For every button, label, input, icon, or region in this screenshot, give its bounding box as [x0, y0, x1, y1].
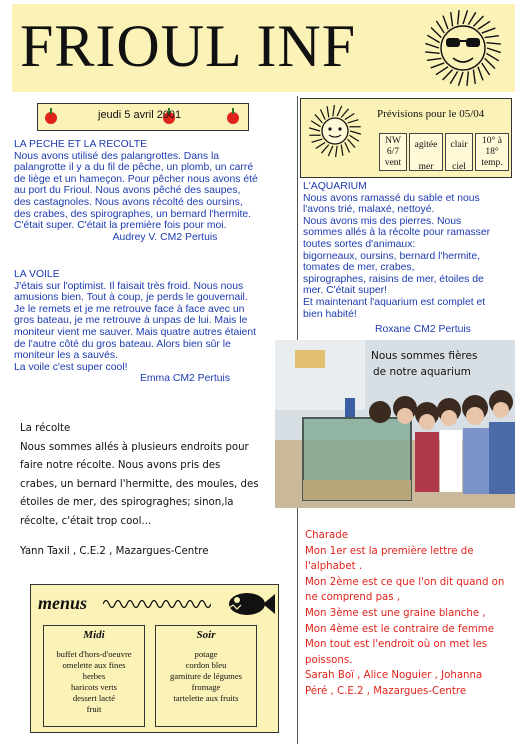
- charade-line: Mon tout est l'endroit où on met les: [305, 639, 488, 651]
- sun-ray: [431, 63, 445, 68]
- sun-ray: [458, 10, 459, 24]
- sun-ray: [345, 114, 354, 120]
- article-line: Nous avons ramassé du sable et nous: [303, 192, 480, 204]
- article-signature: Audrey V. CM2 Pertuis: [112, 231, 218, 243]
- sun-ray: [458, 72, 463, 86]
- charade-line: l'alphabet .: [305, 561, 363, 573]
- sun-ray: [315, 114, 322, 122]
- forecast-label: ciel: [452, 162, 466, 172]
- sun-ray: [316, 142, 325, 148]
- forecast-value: clair: [450, 140, 468, 150]
- sun-ray: [463, 10, 468, 24]
- article-line: gros bateau, je me retrouve à unpas de lui. Mais le: [14, 315, 248, 327]
- menu-item: herbes: [82, 671, 106, 681]
- sun-ray: [425, 52, 439, 53]
- forecast-wind: [379, 133, 407, 171]
- menu-item: potage: [194, 649, 218, 659]
- article-title: L'AQUARIUM: [303, 181, 367, 192]
- article-line: sommes allés à la récolte pour ramasser: [303, 227, 491, 239]
- menu-item: omelette aux fines: [62, 660, 126, 670]
- forecast-value: 6/7: [386, 147, 400, 157]
- sun-ray: [333, 105, 335, 116]
- sun-ray: [336, 146, 338, 157]
- sun-ray: [348, 120, 359, 123]
- masthead: [12, 4, 515, 92]
- article-line: spirographes, raisins de mer, étoiles de: [303, 273, 484, 285]
- charade-line: Mon 4ème est le contraire de femme: [305, 623, 495, 635]
- charade-signature: Péré , C.E.2 , Mazargues-Centre: [305, 685, 467, 697]
- forecast-title: Prévisions pour le 05/04: [377, 108, 485, 120]
- menu-heading: Midi: [83, 629, 105, 641]
- menu-item: garniture de légumes: [169, 671, 243, 681]
- sun-icon: [304, 103, 366, 159]
- article-line: l'avons trié, malaxé, nettoyé.: [303, 204, 435, 216]
- caption-line: Nous sommes fières: [371, 350, 478, 362]
- sun-ray: [341, 145, 343, 156]
- sun-ray: [436, 67, 448, 75]
- charade-signature: Sarah Boï , Alice Noguier , Johanna: [305, 670, 483, 682]
- menu-soir: [155, 625, 257, 727]
- forecast-value: NW: [385, 136, 401, 146]
- article-line: tomates de mer, crabes,: [303, 262, 415, 274]
- sun-ray: [473, 16, 483, 26]
- sun-ray: [345, 142, 350, 152]
- date-banner: [37, 103, 249, 131]
- article-title: LA VOILE: [14, 269, 60, 280]
- menu-item: cordon bleu: [185, 660, 227, 670]
- sun-ray: [309, 128, 320, 131]
- article-line: moniteur vient me sauver. Mais quatre autres étaient: [14, 326, 256, 338]
- sun-ray: [312, 139, 323, 142]
- charade-line: ne comprend pas ,: [305, 592, 401, 604]
- sun-ray: [350, 131, 361, 134]
- sun-ray: [321, 145, 328, 154]
- forecast-label: vent: [384, 158, 402, 168]
- charade-line: Mon 1er est la première lettre de: [305, 545, 474, 557]
- article-line: moniteur les a sauvés.: [14, 350, 118, 362]
- article-line: au port du Frioul. Nous avons pêché des saupes,: [14, 185, 241, 197]
- article-line: toutes sortes d'animaux:: [303, 238, 416, 250]
- sun-ray: [482, 28, 496, 33]
- menu-item: buffet d'hors-d'oeuvre: [56, 649, 132, 659]
- sun-ray: [431, 28, 441, 38]
- sun-ray: [443, 70, 453, 80]
- flower-icon: [224, 106, 242, 128]
- article-aquarium: [303, 181, 519, 336]
- article-line: Nous avons mis des pierres. Nous: [303, 215, 462, 227]
- article-line: étoiles de mer, des spirograghes; sinon,la: [20, 497, 234, 508]
- menu-item: dessert lacté: [72, 693, 116, 703]
- charade-line: Mon 3ème est une graine blanche ,: [305, 607, 486, 619]
- sun-ray: [436, 21, 444, 33]
- article-voile: [14, 269, 296, 385]
- article-signature: Yann Taxil , C.E.2 , Mazargues-Centre: [20, 546, 209, 557]
- article-line: amusions bien. Tout à coup, je perds le gouvernail.: [14, 292, 248, 304]
- forecast-temp: [475, 133, 509, 171]
- article-line: Et maintenant l'aquarium est complet et: [303, 296, 486, 308]
- sun-ray: [320, 109, 325, 119]
- forecast-value: 10° à: [482, 136, 502, 146]
- sun-ray: [482, 63, 490, 75]
- menus-title: menus: [38, 593, 88, 613]
- sun-ray: [443, 16, 448, 30]
- wave-decoration: [103, 597, 211, 611]
- article-line: C'était super. C'était la première fois pour moi.: [14, 220, 227, 232]
- article-title: La récolte: [20, 423, 71, 434]
- article-line: des castagnoles. Nous avons récolté des oursins,: [14, 196, 243, 208]
- sun-ray: [485, 36, 499, 38]
- menu-item: haricots verts: [70, 682, 118, 692]
- sun-ray: [425, 43, 439, 48]
- article-line: palangrotte il y a du fil de pêche, un plomb, un carré: [14, 162, 254, 174]
- sun-ray: [467, 71, 468, 85]
- caption-line: de notre aquarium: [373, 366, 471, 378]
- menus-box: [30, 584, 279, 733]
- charade-title: Charade: [305, 530, 348, 541]
- sun-ray: [341, 109, 348, 118]
- article-line: bigorneaux, oursins, bernard l'hermite,: [303, 250, 480, 262]
- article-line: des crabes, des spirographes, un bernard l'hermite.: [14, 208, 252, 220]
- charade: [305, 528, 504, 700]
- article-line: J'étais sur l'optimist. Il faisait très froid. Nous nous: [14, 280, 244, 292]
- forecast-label: mer: [418, 162, 434, 172]
- article-line: Nous avons utilisé des palangrottes. Dans la: [14, 150, 220, 162]
- article-line: bien habité!: [303, 308, 357, 320]
- sun-ray: [337, 106, 342, 116]
- sun-ray: [473, 70, 475, 84]
- article-line: Nous sommes allés à plusieurs endroits pour: [20, 441, 249, 453]
- sun-ray: [327, 106, 329, 117]
- forecast-label: temp.: [481, 158, 503, 168]
- photo-caption: [371, 348, 477, 380]
- article-line: de liège et un hameçon. Pour pêcher nous avons été: [14, 173, 258, 185]
- sun-ray: [349, 135, 358, 141]
- sun-ray: [450, 71, 457, 83]
- charade-line: poissons.: [305, 654, 353, 666]
- article-line: La voile c'est super cool!: [14, 361, 128, 373]
- article-line: crabes, un bernard l'hermitte, des moules, des: [20, 478, 259, 490]
- article-line: faire notre récolte. Nous avons pris des: [20, 460, 221, 471]
- menu-heading: Soir: [196, 629, 216, 641]
- weather-forecast: [300, 98, 512, 178]
- fish-icon: [219, 589, 275, 619]
- sun-ray: [487, 48, 501, 53]
- menu-item: tartelette aux fruits: [173, 693, 239, 703]
- sun-ray: [451, 12, 453, 26]
- sun-sunglasses-icon: [422, 8, 504, 88]
- article-signature: Emma CM2 Pertuis: [139, 373, 231, 385]
- newspaper-title: FRIOUL INF: [20, 13, 357, 79]
- article-line: Je le remets et je me retrouve face à face avec un: [14, 303, 245, 315]
- sun-ray: [311, 121, 320, 127]
- forecast-value: 18°: [485, 147, 499, 157]
- issue-date: jeudi 5 avril 2001: [98, 109, 182, 121]
- sun-ray: [486, 53, 498, 60]
- sun-ray: [427, 58, 441, 60]
- sun-ray: [427, 35, 439, 42]
- forecast-value: agitée: [414, 140, 438, 150]
- article-line: de l'autre côté du gros bateau. Alors bien sûr le: [14, 338, 231, 350]
- article-signature: Roxane CM2 Pertuis: [375, 324, 471, 336]
- article-line: récolte, c'était trop cool...: [20, 515, 152, 527]
- menu-midi: [43, 625, 145, 727]
- charade-line: Mon 2ème est ce que l'on dit quand on: [305, 576, 505, 588]
- sun-ray: [478, 67, 483, 81]
- aquarium-photo: [275, 340, 515, 508]
- sun-ray: [486, 43, 500, 44]
- article-line: mer. C'était super!: [303, 285, 387, 297]
- article-title: LA PECHE ET LA RECOLTE: [14, 139, 148, 150]
- article-recolte: [20, 420, 295, 562]
- sun-ray: [468, 12, 475, 24]
- sun-ray: [328, 146, 333, 156]
- sun-ray: [485, 58, 495, 68]
- sun-ray: [348, 139, 355, 147]
- forecast-sky: [445, 133, 473, 171]
- flower-icon: [42, 106, 60, 128]
- forecast-sea: [409, 133, 443, 171]
- article-peche: [14, 139, 296, 243]
- menu-item: fruit: [86, 704, 102, 714]
- sun-ray: [478, 21, 490, 29]
- menu-item: fromage: [191, 682, 221, 692]
